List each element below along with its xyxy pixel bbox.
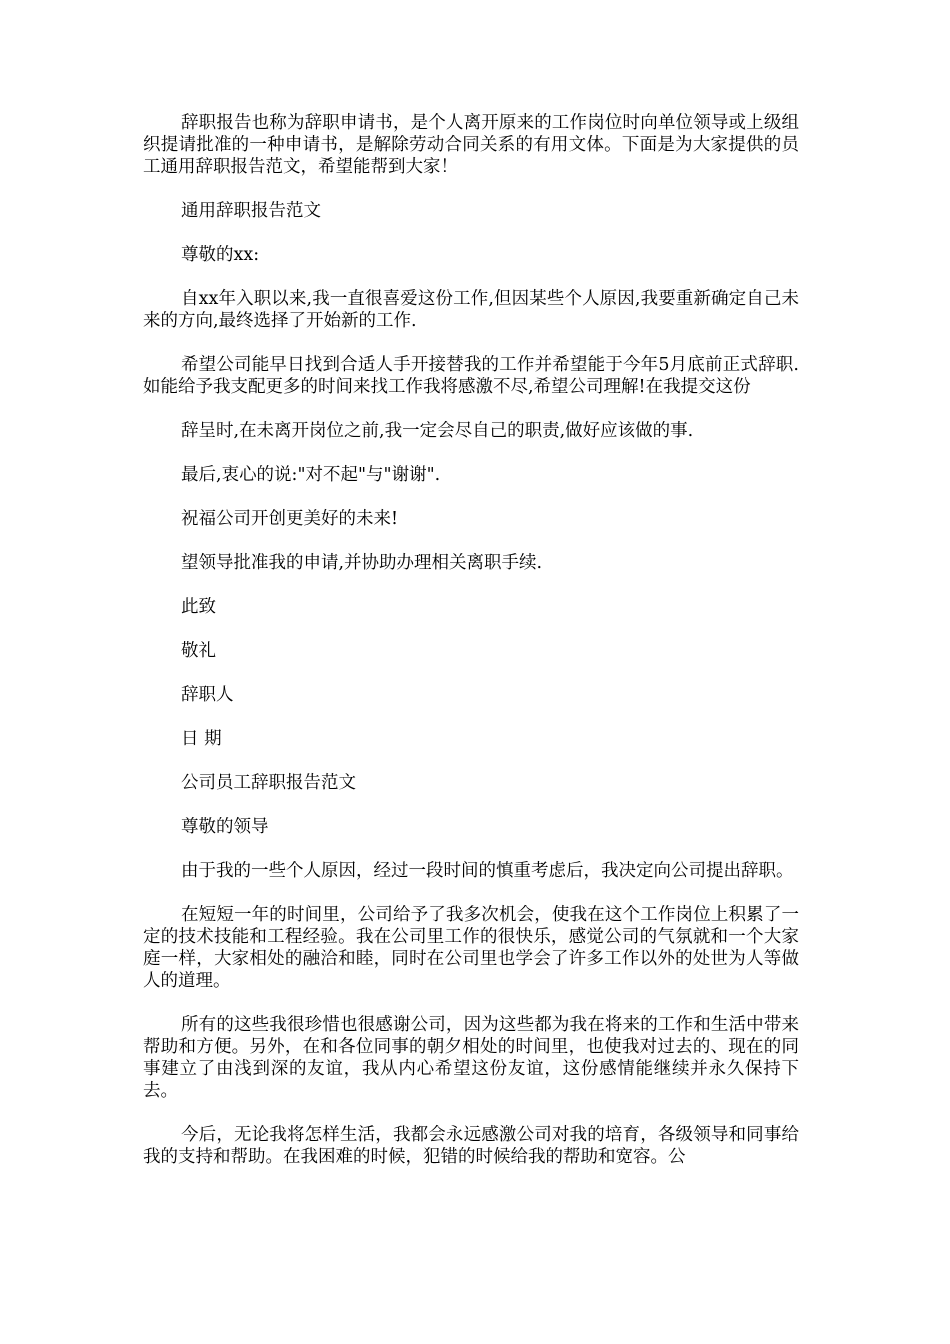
body-paragraph: 所有的这些我很珍惜也很感谢公司，因为这些都为我在将来的工作和生活中带来帮助和方便。另外，在和各位同事的朝夕相处的时间里，也使我对过去的、现在的同事建立了由浅到深的友谊，我从内心希望这份友谊，这份感情能继续并永久保持下去。: [143, 1015, 799, 1101]
section-title-employee: 公司员工辞职报告范文: [181, 773, 356, 793]
date-line: 日 期: [181, 729, 222, 749]
body-paragraph: 由于我的一些个人原因，经过一段时间的慎重考虑后，我决定向公司提出辞职。: [181, 861, 794, 881]
signature-line: 辞职人: [181, 685, 234, 705]
body-paragraph: 今后，无论我将怎样生活，我都会永远感激公司对我的培育，各级领导和同事给我的支持和帮助。在我困难的时候，犯错的时候给我的帮助和宽容。公: [143, 1125, 799, 1167]
body-paragraph: 最后,衷心的说:"对不起"与"谢谢".: [181, 465, 441, 485]
closing-line: 敬礼: [181, 641, 216, 661]
salutation: 尊敬的领导: [181, 817, 269, 837]
salutation: 尊敬的xx:: [181, 245, 260, 265]
body-paragraph: 望领导批准我的申请,并协助办理相关离职手续.: [181, 553, 543, 573]
intro-paragraph: 辞职报告也称为辞职申请书，是个人离开原来的工作岗位时向单位领导或上级组织提请批准的一种申请书，是解除劳动合同关系的有用文体。下面是为大家提供的员工通用辞职报告范文，希望能帮到大家！: [143, 113, 799, 177]
section-title-general: 通用辞职报告范文: [181, 201, 321, 221]
body-paragraph: 在短短一年的时间里，公司给予了我多次机会，使我在这个工作岗位上积累了一定的技术技能和工程经验。我在公司里工作的很快乐，感觉公司的气氛就和一个大家庭一样，大家相处的融洽和睦，同时在公司里也学会了许多工作以外的处世为人等做人的道理。: [143, 905, 799, 991]
document-body: [143, 112, 799, 1190]
body-paragraph: 祝福公司开创更美好的未来!: [181, 509, 399, 529]
closing-line: 此致: [181, 597, 216, 617]
body-paragraph: 自xx年入职以来,我一直很喜爱这份工作,但因某些个人原因,我要重新确定自己未来的方向,最终选择了开始新的工作.: [143, 289, 799, 331]
body-paragraph: 希望公司能早日找到合适人手开接替我的工作并希望能于今年5月底前正式辞职.如能给予我支配更多的时间来找工作我将感激不尽,希望公司理解!在我提交这份: [143, 355, 799, 397]
body-paragraph: 辞呈时,在未离开岗位之前,我一定会尽自己的职责,做好应该做的事.: [181, 421, 694, 441]
